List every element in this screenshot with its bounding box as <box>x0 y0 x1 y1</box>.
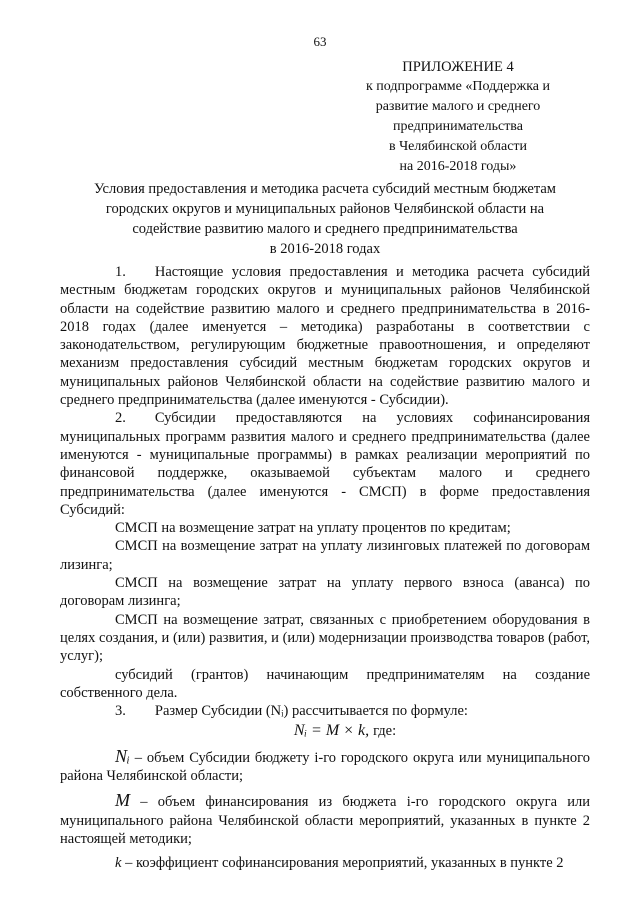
definition-text: – объем финансирования из бюджета i-го городского округа или муниципального района Челябинской области мероприятий, указанных в пункте 2 настоящей методики; <box>60 794 590 847</box>
appendix-block <box>338 57 578 177</box>
paragraph-1: 1. Настоящие условия предоставления и методика расчета субсидий местным бюджетам городских округов и муниципальных районов Челябинской области на содействие развитию малого и среднего предпринимательства в 2016-2018 годах (далее именуется – методика) разработаны в соответствии с законодательством, регулирующим бюджетные правоотношения, и определяют механизм предоставления субсидий местным бюджетам городских округов и муниципальных районов Челябинской области на содействие развитию малого и среднего предпринимательства (далее именуются - Субсидии). <box>60 264 590 409</box>
definition-text: – коэффициент софинансирования мероприятий, указанных в пункте 2 <box>121 855 564 872</box>
document-title <box>70 179 580 259</box>
formula <box>60 722 590 740</box>
paragraph-2: 2. Субсидии предоставляются на условиях софинансирования муниципальных программ развития малого и среднего предпринимательства (далее именуются - муниципальные программы) в рамках реализации мероприятий по финансовой поддержке, оказываемой субъектам малого и среднего предпринимательства (далее именуются - СМСП) в форме предоставления Субсидий: <box>60 410 590 518</box>
list-item-leasing-payments: СМСП на возмещение затрат на уплату лизинговых платежей по договорам лизинга; <box>60 538 590 573</box>
list-item-leasing-advance: СМСП на возмещение затрат на уплату первого взноса (аванса) по договорам лизинга; <box>60 575 590 610</box>
appendix-line: к подпрограмме «Поддержка и <box>365 79 551 94</box>
appendix-line: на 2016-2018 годы» <box>399 159 517 174</box>
paragraph-3: 3. Размер Субсидии (Nᵢ) рассчитывается по формуле: <box>115 703 468 720</box>
list-item-grants: субсидий (грантов) начинающим предпринимателям на создание собственного дела. <box>60 666 590 701</box>
title-line: содействие развитию малого и среднего предпринимательства <box>132 221 518 237</box>
definition-k <box>60 854 590 872</box>
definition-symbol: Nᵢ <box>115 745 130 766</box>
formula-suffix: где: <box>373 723 397 740</box>
appendix-title: ПРИЛОЖЕНИЕ 4 <box>402 59 514 75</box>
appendix-line: предпринимательства <box>393 119 523 134</box>
document-body <box>60 263 590 873</box>
appendix-line: развитие малого и среднего <box>375 99 541 114</box>
definition-ni <box>60 747 590 786</box>
page-number: 63 <box>313 34 327 49</box>
title-line: Условия предоставления и методика расчета субсидий местным бюджетам <box>94 181 556 197</box>
list-item-equipment: СМСП на возмещение затрат, связанных с приобретением оборудования в целях создания, и (или) развития, и (или) модернизации производства товаров (работ, услуг); <box>60 611 590 665</box>
title-line: в 2016-2018 годах <box>269 241 381 257</box>
appendix-line: в Челябинской области <box>388 139 528 154</box>
definition-m <box>60 791 590 848</box>
definition-symbol: M <box>115 790 130 811</box>
formula-expression: Nᵢ = M × k, <box>293 722 370 740</box>
title-line: городских округов и муниципальных районов Челябинской области на <box>105 201 545 217</box>
definition-text: – объем Субсидии бюджету i-го городского округа или муниципального района Челябинской области; <box>60 749 590 785</box>
definition-symbol: k <box>115 855 122 872</box>
list-item-interest: СМСП на возмещение затрат на уплату процентов по кредитам; <box>115 520 511 537</box>
